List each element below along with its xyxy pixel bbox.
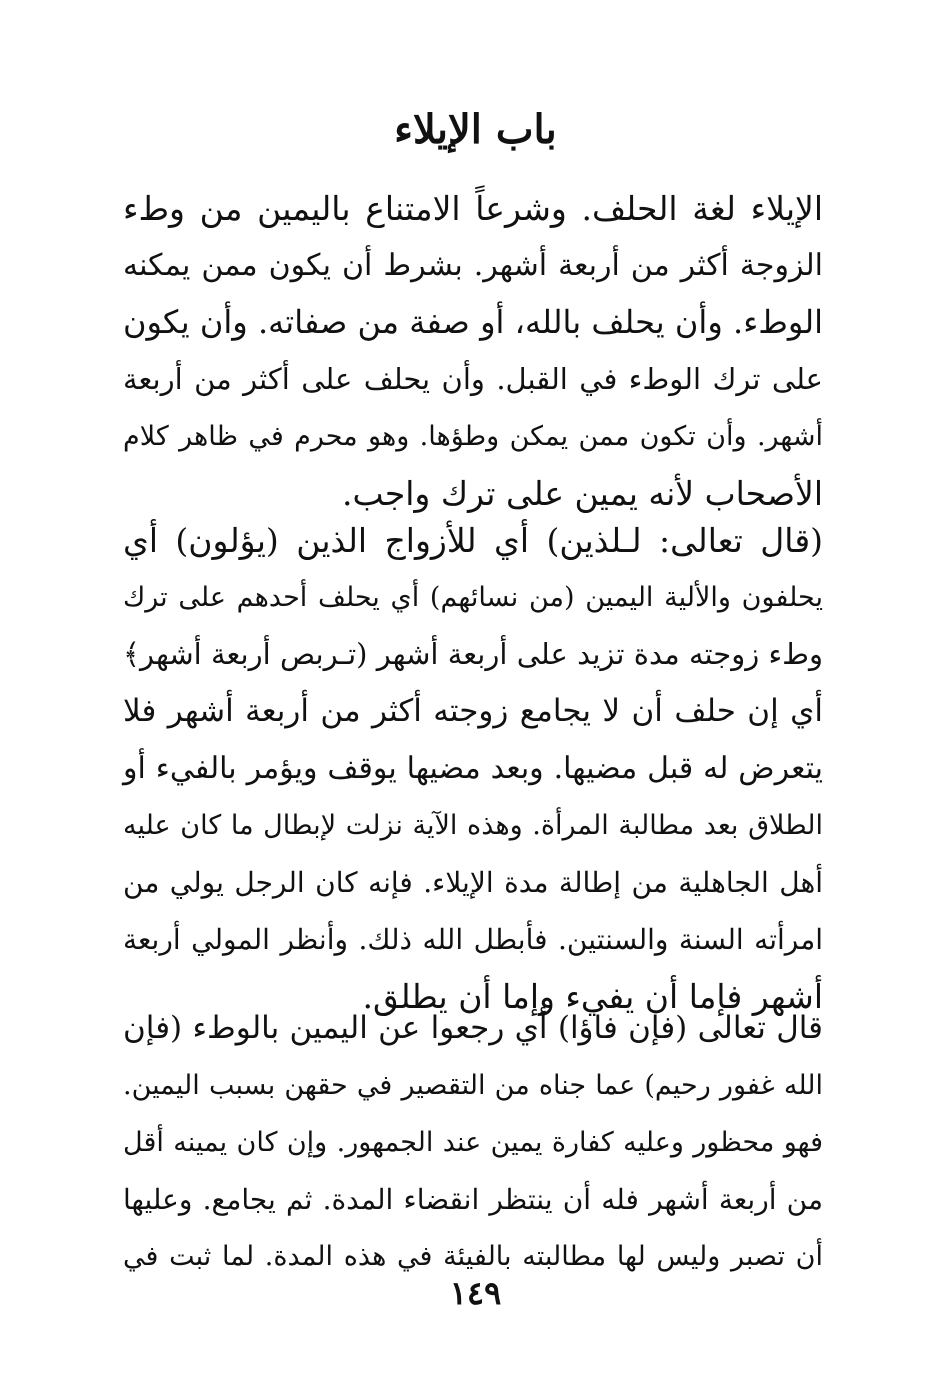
- paragraph-3: [123, 1000, 823, 1285]
- text-line: الإيلاء لغة الحلف. وشرعاً الامتناع باليمين من وطء: [123, 189, 823, 228]
- text-line: قال تعالى (فإن فاؤا) أي رجعوا عن اليمين بالوطء (فإن: [123, 1010, 823, 1046]
- text-line: أي إن حلف أن لا يجامع زوجته أكثر من أربعة أشهر فلا: [123, 693, 823, 729]
- paragraph-1: [123, 180, 823, 522]
- text-line: يحلفون والألية اليمين (من نسائهم) أي يحلف أحدهم على ترك: [123, 582, 823, 613]
- text-line: الله غفور رحيم) عما جناه من التقصير في حقهن بسبب اليمين.: [123, 1070, 823, 1101]
- text-line: الأصحاب لأنه يمين على ترك واجب.: [341, 474, 823, 513]
- page-number: ١٤٩: [449, 1274, 502, 1312]
- text-line: الطلاق بعد مطالبة المرأة. وهذه الآية نزلت لإبطال ما كان عليه: [123, 810, 823, 841]
- text-line: أشهر. وأن تكون ممن يمكن وطؤها. وهو محرم في ظاهر كلام: [123, 421, 823, 452]
- text-line: أن تصبر وليس لها مطالبته بالفيئة في هذه المدة. لما ثبت في: [123, 1241, 823, 1272]
- chapter-heading: باب الإيلاء: [394, 106, 557, 153]
- text-line: الوطء. وأن يحلف بالله، أو صفة من صفاته. وأن يكون: [123, 303, 823, 341]
- text-line: الزوجة أكثر من أربعة أشهر. بشرط أن يكون ممن يمكنه: [123, 248, 823, 283]
- text-line: يتعرض له قبل مضيها. وبعد مضيها يوقف ويؤمر بالفيء أو: [123, 751, 823, 786]
- text-line: من أربعة أشهر فله أن ينتظر انقضاء المدة. ثم يجامع. وعليها: [123, 1183, 823, 1216]
- text-line: فهو محظور وعليه كفارة يمين عند الجمهور. وإن كان يمينه أقل: [123, 1127, 823, 1158]
- text-line: على ترك الوطء في القبل. وأن يحلف على أكثر من أربعة: [123, 362, 823, 396]
- text-line: امرأته السنة والسنتين. فأبطل الله ذلك. وأنظر المولي أربعة: [123, 923, 823, 956]
- paragraph-2: [123, 512, 823, 1025]
- text-line: أشهر فإما أن يفيء وإما أن يطلق.: [362, 977, 823, 1016]
- text-line: أهل الجاهلية من إطالة مدة الإيلاء. فإنه كان الرجل يولي من: [123, 866, 823, 899]
- text-line: وطء زوجته مدة تزيد على أربعة أشهر (تـربص أربعة أشهر﴾: [123, 637, 823, 671]
- text-line: (قال تعالى: لـلذين) أي للأزواج الذين (يؤلون) أي: [123, 521, 823, 560]
